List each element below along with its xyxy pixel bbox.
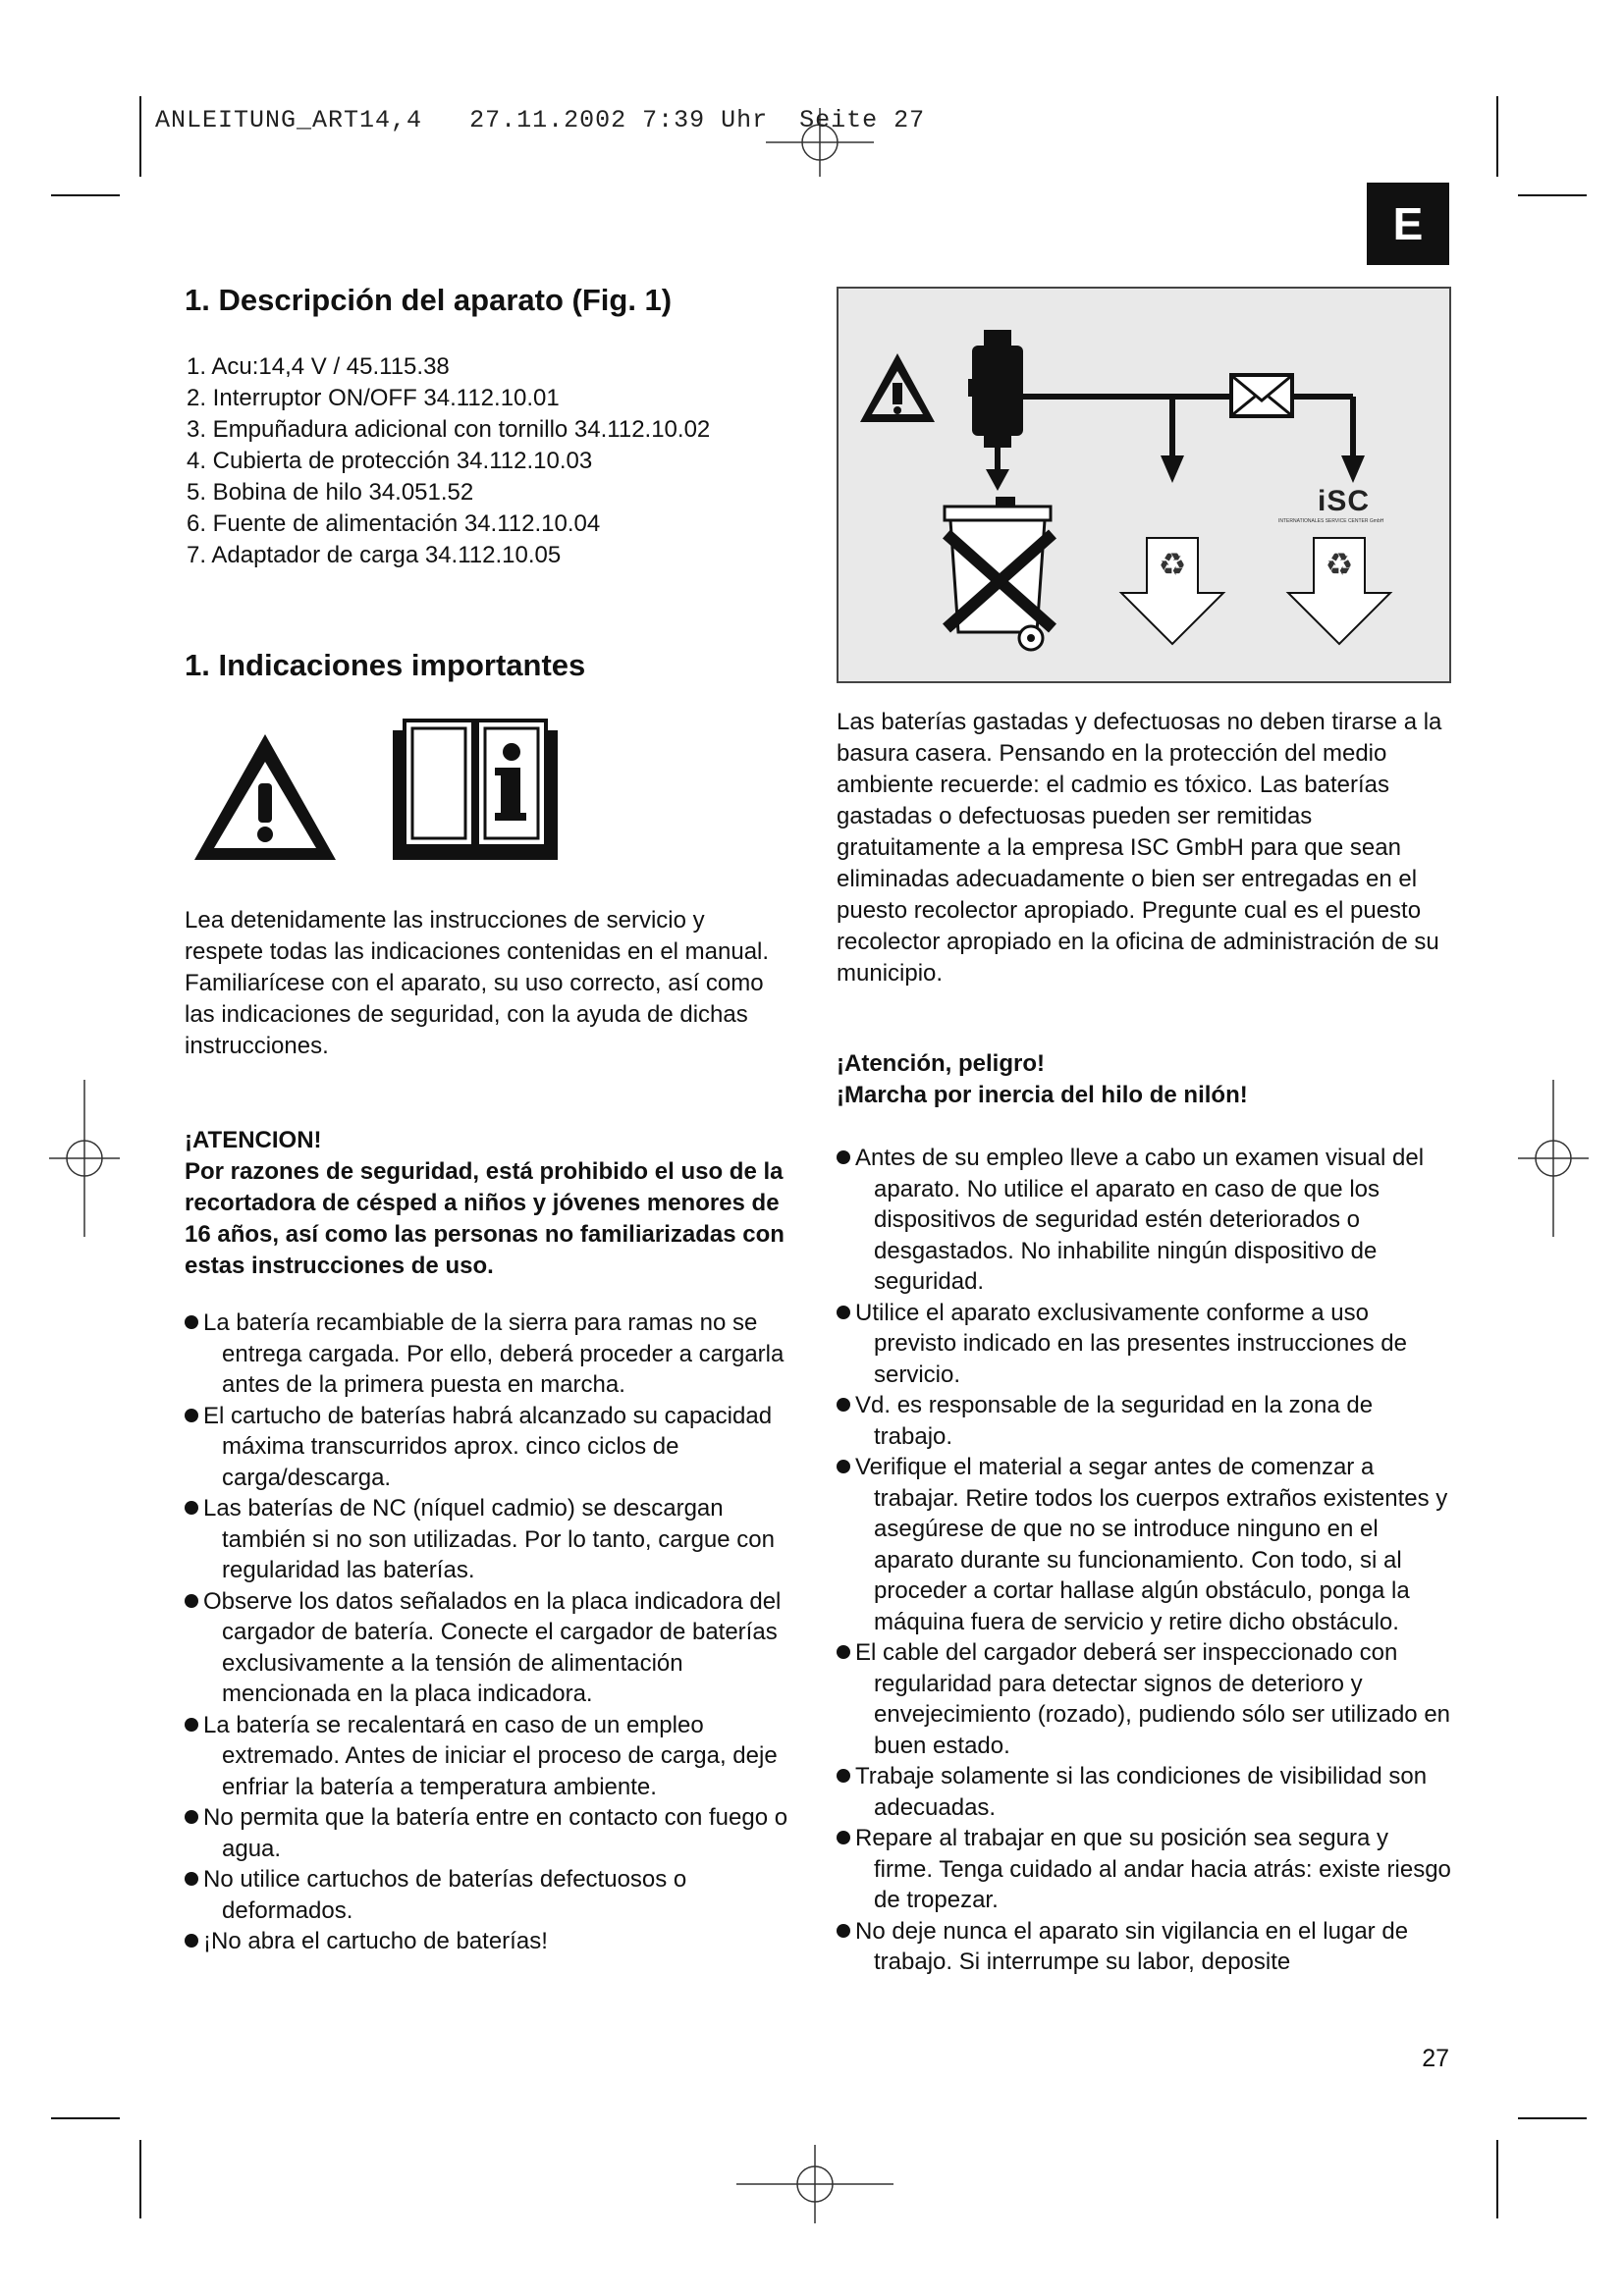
bullet-icon bbox=[837, 1306, 850, 1319]
list-item: El cable del cargador deberá ser inspeccionado con regularidad para detectar signos de deterioro y envejecimiento (rozado), pudiendo sólo ser utilizado en buen estado. bbox=[837, 1637, 1453, 1761]
parts-list bbox=[187, 351, 815, 571]
danger-title: ¡Atención, peligro! bbox=[837, 1050, 1045, 1077]
list-item: 4. Cubierta de protección 34.112.10.03 bbox=[187, 448, 593, 474]
warning-triangle-icon bbox=[189, 728, 342, 866]
bullet-icon bbox=[837, 1831, 850, 1844]
list-item: 6. Fuente de alimentación 34.112.10.04 bbox=[187, 510, 601, 537]
list-item: No permita que la batería entre en contacto con fuego o agua. bbox=[185, 1802, 793, 1864]
warning-text: Por razones de seguridad, está prohibido el uso de la recortadora de césped a niños y jóvenes menores de 16 años, así como las personas no familiarizadas con estas instrucciones de uso. bbox=[185, 1158, 785, 1279]
section-title-description: 1. Descripción del aparato (Fig. 1) bbox=[185, 283, 673, 317]
list-item: No deje nunca el aparato sin vigilancia en el lugar de trabajo. Si interrumpe su labor, deposite bbox=[837, 1916, 1453, 1978]
print-header bbox=[155, 106, 925, 134]
bullet-icon bbox=[837, 1769, 850, 1783]
battery-safety-list bbox=[185, 1308, 793, 1957]
bullet-icon bbox=[185, 1810, 198, 1824]
list-item: La batería se recalentará en caso de un empleo extremado. Antes de iniciar el proceso de carga, deje enfriar la batería a temperatura ambiente. bbox=[185, 1710, 793, 1803]
page-number: 27 bbox=[1422, 2045, 1449, 2072]
list-item: Repare al trabajar en que su posición sea segura y firme. Tenga cuidado al andar hacia atrás: existe riesgo de tropezar. bbox=[837, 1823, 1453, 1916]
disposal-paragraph: Las baterías gastadas y defectuosas no deben tirarse a la basura casera. Pensando en la protección del medio ambiente recuerde: el cadmio es tóxico. Las baterías gastadas o defectuosas pueden ser remitidas gratuitamente a la empresa ISC GmbH para que sean eliminadas adecuadamente o bien ser entregadas en el puesto recolector apropiado. Pregunte cual es el puesto recolector apropiado en la oficina de administración de su municipio. bbox=[837, 709, 1442, 987]
bullet-icon bbox=[837, 1398, 850, 1412]
list-item: ¡No abra el cartucho de baterías! bbox=[185, 1926, 793, 1957]
list-item: Utilice el aparato exclusivamente conforme a uso previsto indicado en las presentes instrucciones de servicio. bbox=[837, 1298, 1453, 1391]
crop-mark bbox=[139, 2140, 141, 2218]
crop-mark bbox=[139, 96, 141, 177]
bullet-icon bbox=[837, 1645, 850, 1659]
bullet-icon bbox=[185, 1315, 198, 1329]
bullet-icon bbox=[185, 1718, 198, 1732]
list-item: Vd. es responsable de la seguridad en la zona de trabajo. bbox=[837, 1390, 1453, 1452]
bullet-icon bbox=[837, 1150, 850, 1164]
registration-mark-right bbox=[1518, 1080, 1589, 1237]
isc-logo-subtext: INTERNATIONALES SERVICE CENTER GmbH bbox=[1278, 518, 1384, 524]
bullet-icon bbox=[185, 1501, 198, 1515]
list-item: La batería recambiable de la sierra para ramas no se entrega cargada. Por ello, deberá proceder a cargarla antes de la primera puesta en marcha. bbox=[185, 1308, 793, 1401]
section-title-important: 1. Indicaciones importantes bbox=[185, 648, 586, 682]
list-item: No utilice cartuchos de baterías defectuosos o deformados. bbox=[185, 1864, 793, 1926]
list-item: Trabaje solamente si las condiciones de visibilidad son adecuadas. bbox=[837, 1761, 1453, 1823]
crop-mark bbox=[1496, 96, 1498, 177]
crop-mark bbox=[1518, 2117, 1587, 2119]
operation-safety-list bbox=[837, 1143, 1453, 1978]
bullet-icon bbox=[185, 1409, 198, 1422]
isc-logo: iSC bbox=[1318, 485, 1371, 517]
registration-mark-bottom bbox=[736, 2145, 893, 2223]
crop-mark bbox=[51, 194, 120, 196]
list-item: Las baterías de NC (níquel cadmio) se descargan también si no son utilizadas. Por lo tanto, cargue con regularidad las baterías. bbox=[185, 1493, 793, 1586]
registration-mark-left bbox=[49, 1080, 120, 1237]
list-item: Observe los datos señalados en la placa indicadora del cargador de batería. Conecte el cargador de baterías exclusivamente a la tensión de alimentación mencionada en la placa indicadora. bbox=[185, 1586, 793, 1710]
bullet-icon bbox=[837, 1924, 850, 1938]
list-item: Verifique el material a segar antes de comenzar a trabajar. Retire todos los cuerpos extraños existentes y asegúrese de que no se introduce ninguno en el aparato durante su funcionamiento. Con todo, si al proceder a cortar hallase algún obstáculo, ponga la máquina fuera de servicio y retire dicho obstáculo. bbox=[837, 1452, 1453, 1637]
read-manual-icon bbox=[391, 717, 560, 862]
language-tab: E bbox=[1367, 183, 1449, 265]
bullet-icon bbox=[837, 1460, 850, 1473]
list-item: 7. Adaptador de carga 34.112.10.05 bbox=[187, 542, 562, 568]
intro-paragraph: Lea detenidamente las instrucciones de servicio y respete todas las indicaciones contenidas en el manual. Familiarícese con el aparato, su uso correcto, así como las indicaciones de seguridad, con la ayuda de dichas instrucciones. bbox=[185, 907, 770, 1059]
crop-mark bbox=[51, 2117, 120, 2119]
warning-title: ¡ATENCION! bbox=[185, 1127, 322, 1153]
list-item: 1. Acu:14,4 V / 45.115.38 bbox=[187, 353, 450, 380]
header-time: 7:39 Uhr bbox=[642, 106, 769, 134]
bullet-icon bbox=[185, 1934, 198, 1948]
crop-mark bbox=[1518, 194, 1587, 196]
recycling-icon: ♻ bbox=[1325, 547, 1354, 582]
recycling-icon: ♻ bbox=[1158, 547, 1187, 582]
battery-disposal-figure bbox=[837, 287, 1451, 683]
list-item: 5. Bobina de hilo 34.051.52 bbox=[187, 479, 474, 506]
bullet-icon bbox=[185, 1872, 198, 1886]
header-page-label: Seite 27 bbox=[799, 106, 926, 134]
header-file: ANLEITUNG_ART14,4 bbox=[155, 106, 423, 134]
list-item: 2. Interruptor ON/OFF 34.112.10.01 bbox=[187, 385, 560, 411]
list-item: Antes de su empleo lleve a cabo un examen visual del aparato. No utilice el aparato en caso de que los dispositivos de seguridad estén deteriorados o desgastados. No inhabilite ningún dispositivo de seguridad. bbox=[837, 1143, 1453, 1298]
danger-subtitle: ¡Marcha por inercia del hilo de nilón! bbox=[837, 1082, 1248, 1108]
header-date: 27.11.2002 bbox=[469, 106, 627, 134]
list-item: 3. Empuñadura adicional con tornillo 34.112.10.02 bbox=[187, 416, 711, 443]
bullet-icon bbox=[185, 1594, 198, 1608]
crop-mark bbox=[1496, 2140, 1498, 2218]
list-item: El cartucho de baterías habrá alcanzado su capacidad máxima transcurridos aprox. cinco ciclos de carga/descarga. bbox=[185, 1401, 793, 1494]
